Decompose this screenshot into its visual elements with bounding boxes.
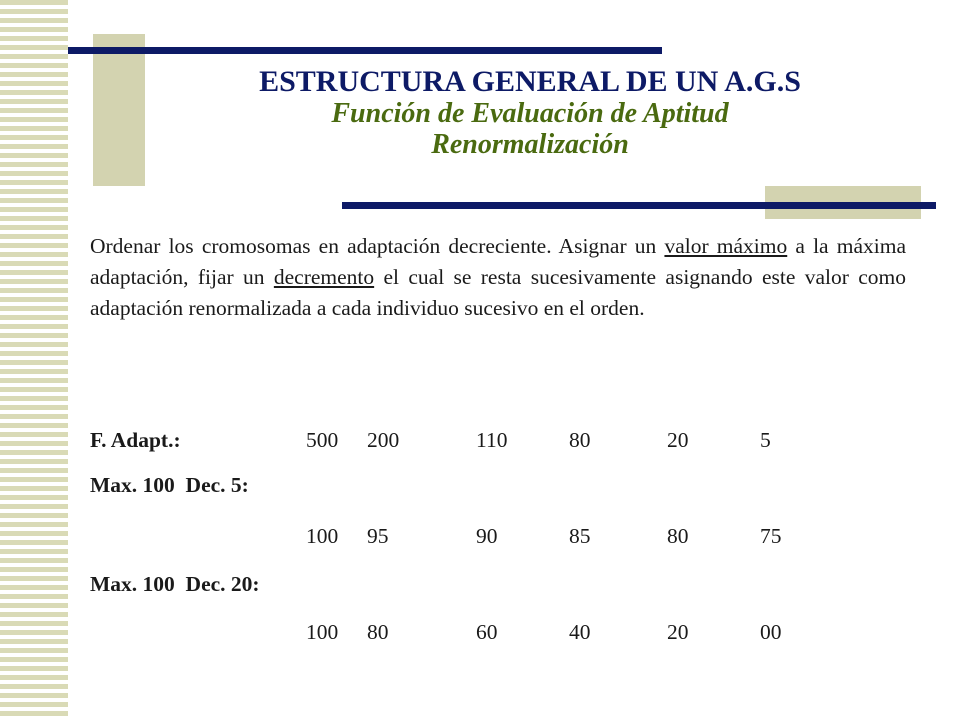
left-stripe-decoration xyxy=(0,0,68,720)
bottom-accent-line xyxy=(342,202,936,209)
fitness-value: 80 xyxy=(569,428,591,452)
table-row-max100-dec20-label xyxy=(90,569,906,599)
fitness-value: 110 xyxy=(476,428,508,452)
renormalized-value: 90 xyxy=(476,524,498,548)
fitness-value: 20 xyxy=(667,428,689,452)
table-row-max100-dec5-label xyxy=(90,470,906,500)
row-label-fitness: F. Adapt.: xyxy=(90,428,181,452)
renormalized-value: 60 xyxy=(476,620,498,644)
body-underlined-valor-maximo: valor máximo xyxy=(664,234,788,258)
body-text-part-3: el cual se resta sucesivamente asignando este valor como adaptación renormalizada a cada individuo sucesivo en el orden. xyxy=(90,265,907,320)
renormalized-value: 00 xyxy=(760,620,782,644)
renormalized-value: 75 xyxy=(760,524,782,548)
renormalized-value: 85 xyxy=(569,524,591,548)
renormalized-value: 100 xyxy=(306,524,339,548)
renormalized-value: 95 xyxy=(367,524,389,548)
title-subtitle-1: Función de Evaluación de Aptitud xyxy=(331,98,729,129)
body-underlined-decremento: decremento xyxy=(273,265,375,289)
renormalized-value: 20 xyxy=(667,620,689,644)
renormalized-value: 40 xyxy=(569,620,591,644)
table-row-max100-dec20-values xyxy=(90,617,906,647)
top-accent-line xyxy=(68,47,662,54)
fitness-value: 500 xyxy=(306,428,339,452)
body-paragraph xyxy=(90,231,906,324)
table-row-max100-dec5-values xyxy=(90,521,906,551)
table-row-fitness xyxy=(90,425,906,455)
top-accent-block xyxy=(93,34,145,186)
fitness-value: 5 xyxy=(760,428,771,452)
fitness-value: 200 xyxy=(367,428,400,452)
body-text-part-2: a la máxima adaptación, fijar un xyxy=(90,234,906,289)
renormalized-value: 80 xyxy=(367,620,389,644)
renormalized-value: 100 xyxy=(306,620,339,644)
renormalized-value: 80 xyxy=(667,524,689,548)
slide-title xyxy=(160,66,900,160)
title-subtitle-2: Renormalización xyxy=(431,129,629,160)
body-text-part-1: Ordenar los cromosomas en adaptación decreciente. Asignar un xyxy=(90,234,665,258)
title-main: ESTRUCTURA GENERAL DE UN A.G.S xyxy=(259,65,801,98)
row-label-max100-dec20: Max. 100 Dec. 20: xyxy=(90,572,260,596)
row-label-max100-dec5: Max. 100 Dec. 5: xyxy=(90,473,249,497)
